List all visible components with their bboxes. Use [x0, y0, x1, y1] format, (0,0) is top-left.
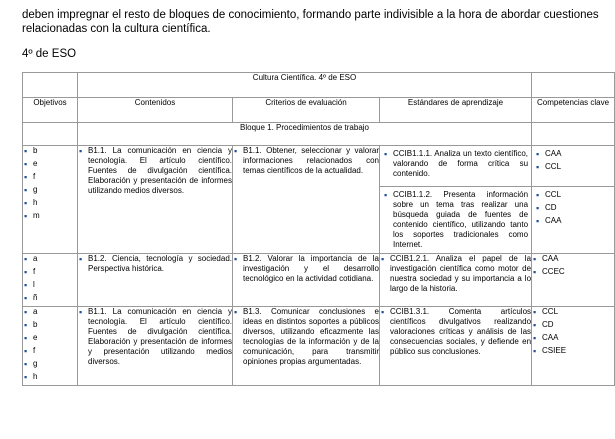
contenidos-cell — [78, 307, 233, 386]
list-item: ▪ B1.2. Valorar la importancia de la investigación y el desarrollo tecnológico en la actividad cotidiana. — [234, 254, 379, 283]
list-item: ▪ CCL — [536, 162, 562, 172]
list-item: ▪ B1.2. Ciencia, tecnología y sociedad. Perspectiva histórica. — [79, 254, 232, 273]
list-item: ▪ CCIB1.3.1. Comenta artículos científicos divulgativos realizando valoraciones críticas y análisis de las consecuencias sociales, y defiende en público sus conclusiones. — [381, 307, 532, 356]
objetivos-cell — [23, 146, 78, 254]
list-item: ▪ CAA — [533, 333, 559, 343]
table-row — [23, 146, 615, 254]
estandares-cell — [380, 254, 532, 307]
list-item: ▪ a — [24, 307, 38, 317]
list-item: ▪ CAA — [536, 149, 562, 159]
list-item: ▪ B1.1. La comunicación en ciencia y tecnología. El artículo científico. Fuentes de divulgación científica. Elaboración y presentación de informes y presentación utilizando medios diversos. — [79, 307, 232, 366]
list-item: ▪ B1.1. Obtener, seleccionar y valorar informaciones relacionados con temas científicos de la actualidad. — [234, 146, 379, 175]
list-item: ▪ CCIB1.1.2. Presenta información sobre un tema tras realizar una búsqueda guiada de fuentes de contenido científico, utilizando tanto los soportes tradicionales como Internet. — [384, 190, 529, 249]
criterios-cell — [233, 254, 380, 307]
block-title: Bloque 1. Procedimientos de trabajo — [78, 123, 532, 146]
section-title: 4º de ESO — [22, 48, 77, 60]
list-item: ▪ h — [24, 372, 38, 382]
table-caption: Cultura Científica. 4º de ESO — [78, 73, 532, 98]
list-item: ▪ f — [24, 346, 36, 356]
list-item: ▪ CCIB1.1.1. Analiza un texto científico, valorando de forma crítica su contenido. — [384, 149, 529, 178]
block-spacer-right — [532, 123, 615, 146]
objetivos-cell — [23, 307, 78, 386]
list-item: ▪ CCIB1.2.1. Analiza el papel de la investigación científica como motor de nuestra sociedad y su importancia a lo largo de la historia. — [381, 254, 532, 293]
contenidos-cell — [78, 254, 233, 307]
caption-spacer-left — [23, 73, 78, 98]
caption-spacer-right — [532, 73, 615, 98]
list-item: ▪ f — [24, 267, 36, 277]
estandares-cell — [380, 307, 532, 386]
list-item: ▪ e — [24, 333, 38, 343]
list-item: ▪ b — [24, 146, 38, 156]
list-item: ▪ e — [24, 159, 38, 169]
list-item: ▪ a — [24, 254, 38, 264]
list-item: ▪ CD — [536, 203, 557, 213]
list-item: ▪ g — [24, 185, 38, 195]
block-row — [23, 123, 615, 146]
list-item: ▪ g — [24, 359, 38, 369]
objetivos-cell — [23, 254, 78, 307]
list-item: ▪ CD — [533, 320, 554, 330]
block-spacer-left — [23, 123, 78, 146]
header-estandares: Estándares de aprendizaje — [380, 98, 532, 123]
list-item: ▪ B1.3. Comunicar conclusiones e ideas en distintos soportes a públicos diversos, utilizando eficazmente las tecnologías de la información y de la comunicación, para transmitir opiniones propias argumentadas. — [234, 307, 379, 366]
list-item: ▪ CCEC — [533, 267, 565, 277]
criterios-cell — [233, 307, 380, 386]
competencias-cell — [532, 307, 615, 386]
header-criterios: Criterios de evaluación — [233, 98, 380, 123]
curriculum-table — [22, 72, 615, 386]
table-row — [23, 254, 615, 307]
table-row — [23, 307, 615, 386]
list-item: ▪ CAA — [533, 254, 559, 264]
caption-row — [23, 73, 615, 98]
header-row — [23, 98, 615, 123]
header-competencias: Competencias clave — [532, 98, 615, 123]
list-item: ▪ CAA — [536, 216, 562, 226]
estandares-cell — [380, 146, 532, 254]
list-item: ▪ CCL — [533, 307, 559, 317]
list-item: ▪ m — [24, 211, 40, 221]
list-item: ▪ h — [24, 198, 38, 208]
competencias-cell — [532, 146, 615, 254]
list-item: ▪ CSIEE — [533, 346, 567, 356]
list-item: ▪ l — [24, 280, 35, 290]
intro-paragraph: deben impregnar el resto de bloques de conocimiento, formando parte indivisible a la hora de abordar cuestiones relacionadas con la cultura científica. — [22, 9, 599, 35]
list-item: ▪ B1.1. La comunicación en ciencia y tecnología. El artículo científico. Fuentes de divulgación científica. Elaboración y presentación de informes utilizando medios diversos. — [79, 146, 232, 195]
list-item: ▪ CCL — [536, 190, 562, 200]
list-item: ▪ f — [24, 172, 36, 182]
list-item: ▪ b — [24, 320, 38, 330]
header-objetivos: Objetivos — [23, 98, 78, 123]
criterios-cell — [233, 146, 380, 254]
header-contenidos: Contenidos — [78, 98, 233, 123]
list-item: ▪ ñ — [24, 293, 38, 303]
contenidos-cell — [78, 146, 233, 254]
competencias-cell — [532, 254, 615, 307]
